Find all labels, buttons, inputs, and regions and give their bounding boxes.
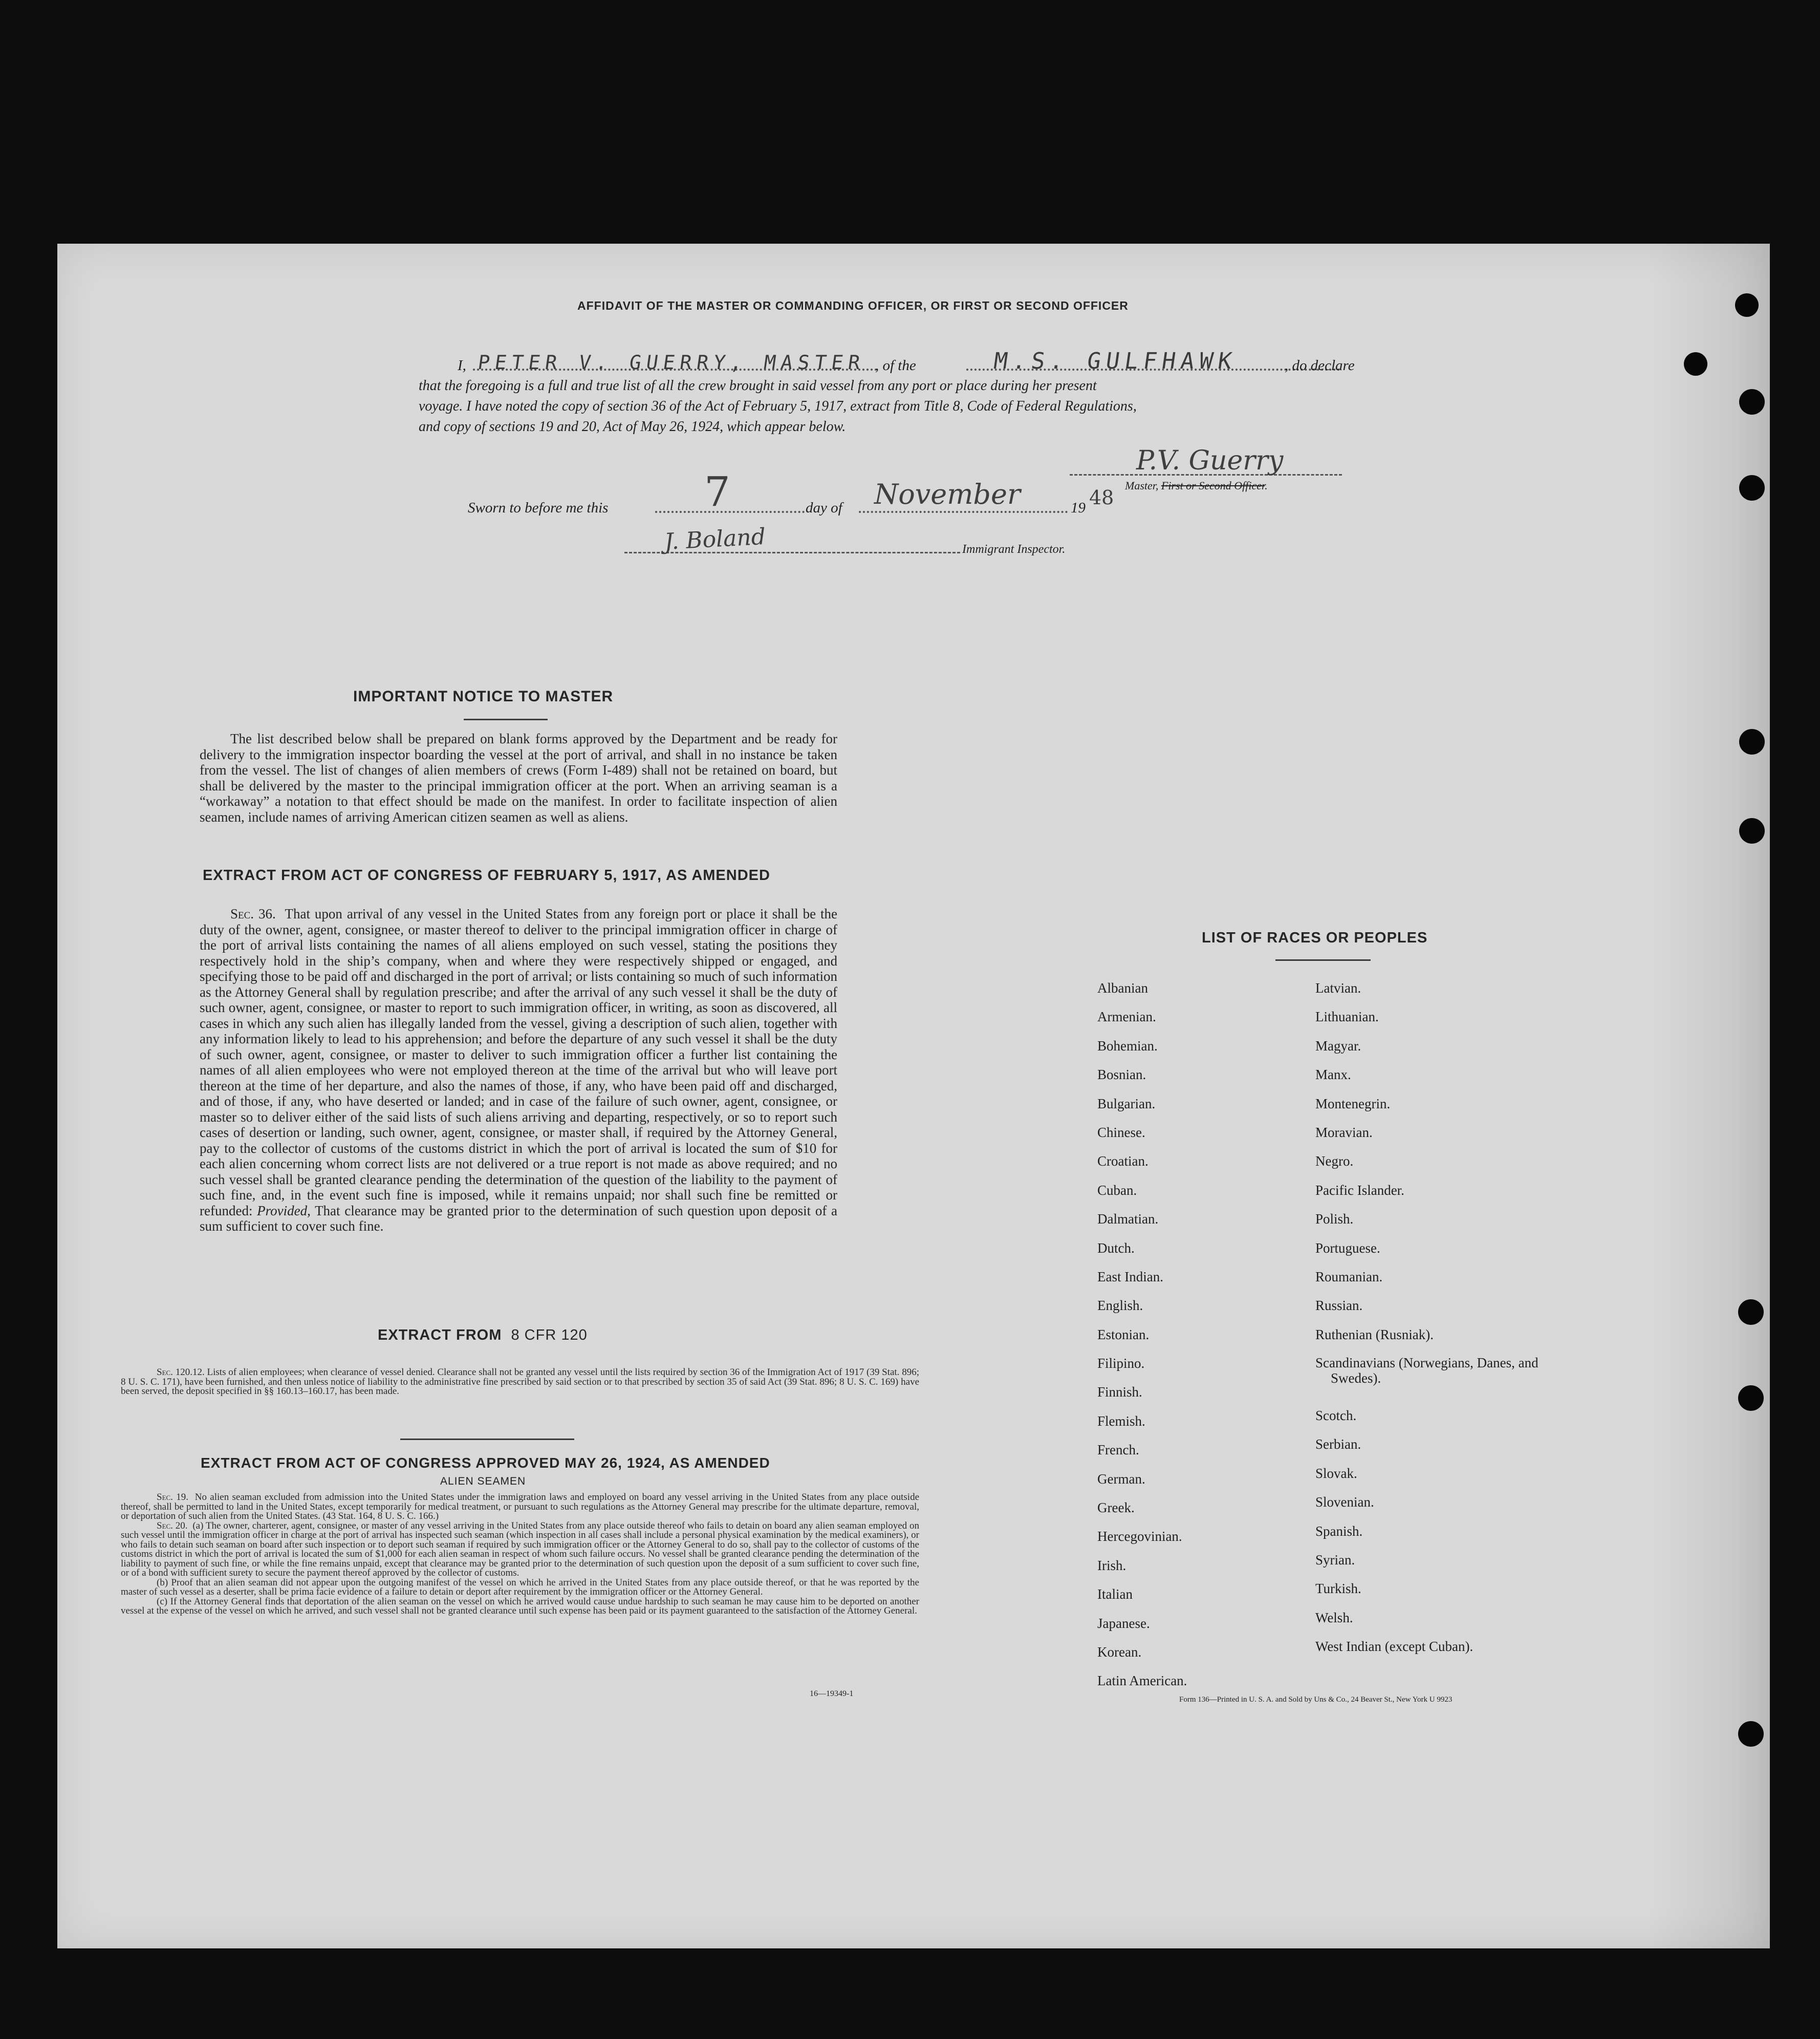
cfr-section-label: Sec. 120.12. — [157, 1367, 205, 1378]
affidavit-body-line-1: that the foregoing is a full and true list of all the crew brought in said vessel from any port or place during her present — [419, 378, 1097, 394]
race-item: Korean. — [1097, 1644, 1142, 1660]
race-item: Roumanian. — [1315, 1269, 1383, 1284]
inspector-label: Immigrant Inspector. — [962, 543, 1066, 556]
race-item: Armenian. — [1097, 1009, 1156, 1025]
race-item: Dutch. — [1097, 1240, 1135, 1256]
punch-hole — [1738, 1385, 1764, 1411]
punch-hole — [1739, 475, 1765, 501]
race-item: Latvian. — [1315, 980, 1361, 996]
race-item: Scotch. — [1315, 1408, 1357, 1424]
race-item: Moravian. — [1315, 1124, 1373, 1140]
master-label: Master, — [1125, 479, 1159, 492]
race-item: Magyar. — [1315, 1038, 1361, 1054]
race-item: Slovenian. — [1315, 1494, 1374, 1510]
extract-1924-title: EXTRACT FROM ACT OF CONGRESS APPROVED MAY 26, 1924, AS AMENDED — [201, 1455, 770, 1471]
section-19-text — [121, 1493, 919, 1521]
section-19-label: Sec. 19. — [157, 1492, 189, 1503]
master-name-handwritten: PETER V. GUERRY, MASTER — [476, 351, 867, 374]
affidavit-body-line-3: and copy of sections 19 and 20, Act of May 26, 1924, which appear below. — [419, 419, 846, 435]
race-item: Hercegovinian. — [1097, 1529, 1182, 1544]
affidavit-title: AFFIDAVIT OF THE MASTER OR COMMANDING OFFICER, OR FIRST OR SECOND OFFICER — [577, 299, 1129, 312]
punch-hole — [1739, 729, 1765, 755]
notice-title-rule — [464, 719, 548, 720]
race-item: Spanish. — [1315, 1523, 1363, 1539]
master-label-end: . — [1265, 479, 1268, 492]
struck-officer-label: First or Second Officer — [1161, 479, 1265, 492]
print-code: 16—19349-1 — [810, 1689, 854, 1698]
month-handwritten: November — [874, 478, 1021, 510]
races-right-column — [1315, 974, 1541, 1661]
cfr-section-body: Lists of alien employees; when clearance of vessel denied. Clearance shall not be granted any vessel until the lists required by section 36 of the Immigration Act of 1917 (39 Stat. 896; 8 U. S. C. 171), have been furnished, and then unless notice of liability to the administrative fine prescribed by said section or to that prescribed by section 35 of said Act (39 Stat. 896; 8 U. S. C. 169) have been served, the deposit specified in §§ 160.13–160.17, has been made. — [121, 1367, 920, 1397]
race-item: Finnish. — [1097, 1384, 1142, 1400]
day-of-label: day of — [806, 500, 842, 516]
punch-hole — [1738, 1299, 1764, 1325]
race-item: Irish. — [1097, 1557, 1126, 1573]
race-item: Montenegrin. — [1315, 1096, 1391, 1111]
race-item: Serbian. — [1315, 1436, 1361, 1452]
race-item: Japanese. — [1097, 1615, 1150, 1631]
cfr-section-text — [121, 1368, 919, 1397]
notice-body: The list described below shall be prepared on blank forms approved by the Department and be ready for delivery to the immigration inspector boarding the vessel at the port of arrival, and shall in no instance be taken from the vessel. The list of changes of alien members of crews (Form I-489) shall not be retained on board, but shall be delivered by the master to the principal immigration officer at the port. When an arriving seaman is a “workaway” a notation to that effect should be made on the manifest. In order to facilitate inspection of alien seamen, include names of arriving American citizen seamen as well as aliens. — [200, 731, 837, 825]
section-19-body: No alien seaman excluded from admission into the United States under the immigration laws and employed on board any vessel arriving in the United States from any place outside thereof, shall be permitted to land in the United States, except temporarily for medical treatment, or pursuant to such regulations as the Attorney General may prescribe for the ultimate departure, removal, or deportation of such alien from the United States. (43 Stat. 164, 8 U. S. C. 166.) — [121, 1492, 920, 1521]
section-20a-text — [121, 1521, 919, 1578]
section-20c-text: (c) If the Attorney General finds that deportation of the alien seaman on the vessel on which he arrived would cause undue hardship to such seaman he may cause him to be deported on another vessel at the expense of the vessel on which he arrived, and such vessel shall not be granted clearance until such expense has been paid or its payment guaranteed to the satisfaction of the Attorney General. — [121, 1596, 919, 1616]
year-handwritten: 48 — [1089, 486, 1114, 509]
extract-cfr-title-b: 8 CFR 120 — [511, 1327, 588, 1343]
affidavit-body-line-2: voyage. I have noted the copy of section 36 of the Act of February 5, 1917, extract from Title 8, Code of Federal Regulations, — [419, 398, 1137, 414]
race-item: Flemish. — [1097, 1413, 1145, 1429]
section-20-label: Sec. 20. — [157, 1520, 188, 1531]
section-20b-text: (b) Proof that an alien seaman did not appear upon the outgoing manifest of the vessel on which he arrived in the United States from any place outside thereof, or that he was reported by the master of such vessel as a deserter, shall be prima facie evidence of a failure to detain or deport after requirement by the immigration officer or the Attorney General. — [121, 1577, 919, 1597]
race-item: Turkish. — [1315, 1581, 1361, 1597]
race-item: Italian — [1097, 1586, 1133, 1602]
race-item: Latin American. — [1097, 1673, 1187, 1689]
do-declare-label: , do declare — [1285, 357, 1355, 374]
extract-1917-title: EXTRACT FROM ACT OF CONGRESS OF FEBRUARY 5, 1917, AS AMENDED — [203, 867, 770, 884]
master-signature-handwritten: P.V. Guerry — [1136, 445, 1284, 476]
races-left-column — [1097, 974, 1292, 1695]
document-page — [57, 244, 1770, 1948]
vessel-name-handwritten: M.S. GULFHAWK — [992, 348, 1239, 374]
punch-hole — [1739, 389, 1765, 415]
of-the-label: , of the — [875, 357, 916, 374]
races-title-rule — [1275, 959, 1371, 961]
race-item: Welsh. — [1315, 1609, 1353, 1625]
sworn-day-handwritten: 7 — [704, 468, 730, 516]
race-item: West Indian (except Cuban). — [1315, 1639, 1474, 1655]
race-item: Bulgarian. — [1097, 1096, 1156, 1111]
race-item: Scandinavians (Norwegians, Danes, and Swedes). — [1315, 1355, 1539, 1386]
race-item: Chinese. — [1097, 1124, 1145, 1140]
form-footer-line: Form 136—Printed in U. S. A. and Sold by Uns & Co., 24 Beaver St., New York U 9923 — [1179, 1695, 1453, 1704]
race-item: Manx. — [1315, 1067, 1351, 1083]
extract-cfr-title-a: EXTRACT FROM — [378, 1327, 502, 1343]
race-item: Negro. — [1315, 1153, 1354, 1169]
race-item: Cuban. — [1097, 1182, 1137, 1198]
race-item: Slovak. — [1315, 1465, 1357, 1481]
race-item: Syrian. — [1315, 1552, 1355, 1568]
race-item: Bosnian. — [1097, 1067, 1146, 1083]
section-36-body-a: That upon arrival of any vessel in the United States from any foreign port or place it shall be the duty of the owner, agent, consignee, or master thereof to deliver to the principal immigration officer in charge of the port of arrival lists containing the names of all aliens employed on such vessel, stating the positions they respectively hold in the ship’s company, when and where they were respectively shipped or engaged, and specifying those to be paid off and discharged in the port of arrival; or lists containing so much of such information as the Attorney General shall by regulation prescribe; and after the arrival of any such vessel it shall be the duty of such owner, agent, consignee, or master to report to such immigration officer, in writing, as soon as discovered, all cases in which any such alien has illegally landed from the vessel, giving a description of such alien, together with any information likely to lead to his apprehension; and before the departure of any such vessel it shall be the duty of such owner, agent, consignee, or master to deliver to such immigration officer a further list containing the names of all alien employees who were not employed thereon at the time of the arrival but who will leave port thereon at the time of her departure, and also the names of those, if any, who have been paid off and discharged, and of those, if any, who have deserted or landed; and in case of the failure of such owner, agent, consignee, or master so to deliver either of the said lists of such aliens arriving and departing, respectively, or so to report such cases of desertion or landing, such owner, agent, consignee, or master shall, if required by the Attorney General, pay to the collector of customs of the customs district in which the port of arrival is located the sum of $10 for each alien concerning whom correct lists are not delivered or a true report is not made as above required; and no such vessel shall be granted clearance pending the determination of the question of the liability to the payment of such fine, and, in the event such fine is imposed, while it remains unpaid; nor shall such fine be remitted or refunded: — [200, 906, 838, 1218]
section-36-label: Sec. 36. — [230, 906, 276, 921]
race-item: Dalmatian. — [1097, 1211, 1159, 1227]
sections-19-20-text — [121, 1493, 919, 1616]
race-item: German. — [1097, 1471, 1145, 1487]
section-20a-body: (a) The owner, charterer, agent, consignee, or master of any vessel arriving in the United States from any place outside thereof who fails to detain on board any alien seaman employed on such vessel until the immigration officer in charge at the port of arrival has inspected such seaman (which inspection in all cases shall include a personal physical examination by the medical examiners), or who fails to detain such seaman on board after such inspection or to deport such seaman if required by such immigration officer or the Attorney General to do so, shall pay to the collector of customs of the customs district in which the port of arrival is located the sum of $1,000 for each alien seaman in respect of whom such failure occurs. No vessel shall be granted clearance pending the determination of the liability to payment of such fine, or while the fine remains unpaid, except that clearance may be granted prior to the determination of such question upon the deposit of a sum sufficient to cover such fine, or of a bond with sufficient surety to secure the payment thereof approved by the collector of customs. — [121, 1520, 920, 1578]
extract-1924-top-rule — [400, 1439, 574, 1440]
race-item: East Indian. — [1097, 1269, 1163, 1284]
race-item: Albanian — [1097, 980, 1148, 996]
notice-title: IMPORTANT NOTICE TO MASTER — [353, 688, 614, 705]
race-item: Croatian. — [1097, 1153, 1149, 1169]
races-title: LIST OF RACES OR PEOPLES — [1202, 930, 1428, 946]
month-blank-line — [859, 511, 1068, 513]
extract-cfr-title — [378, 1327, 588, 1344]
race-item: Filipino. — [1097, 1356, 1145, 1371]
race-item: Portuguese. — [1315, 1240, 1380, 1256]
inspector-signature-handwritten: J. Boland — [663, 523, 767, 555]
race-item: French. — [1097, 1442, 1139, 1458]
punch-hole — [1739, 818, 1765, 844]
master-title-label — [1125, 479, 1268, 492]
extract-1924-subtitle: ALIEN SEAMEN — [440, 1475, 526, 1487]
race-item: Russian. — [1315, 1298, 1363, 1314]
race-item: Polish. — [1315, 1211, 1354, 1227]
section-36-text — [200, 906, 837, 1234]
year-prefix-label: 19 — [1071, 500, 1086, 516]
race-item: English. — [1097, 1298, 1143, 1314]
punch-hole — [1738, 1721, 1764, 1747]
section-36-provided: Provided, — [257, 1203, 311, 1218]
affidavit-prefix: I, — [458, 357, 466, 374]
punch-hole — [1735, 293, 1759, 317]
race-item: Greek. — [1097, 1500, 1135, 1516]
race-item: Estonian. — [1097, 1326, 1150, 1342]
sworn-label: Sworn to before me this — [468, 500, 609, 516]
race-item: Bohemian. — [1097, 1038, 1158, 1054]
race-item: Lithuanian. — [1315, 1009, 1379, 1025]
race-item: Ruthenian (Rusniak). — [1315, 1326, 1434, 1342]
section-36-body-b: That clearance may be granted prior to the determination of such question upon deposit of a sum sufficient to cover such fine. — [200, 1203, 838, 1234]
race-item: Pacific Islander. — [1315, 1182, 1404, 1198]
punch-hole — [1684, 352, 1707, 376]
